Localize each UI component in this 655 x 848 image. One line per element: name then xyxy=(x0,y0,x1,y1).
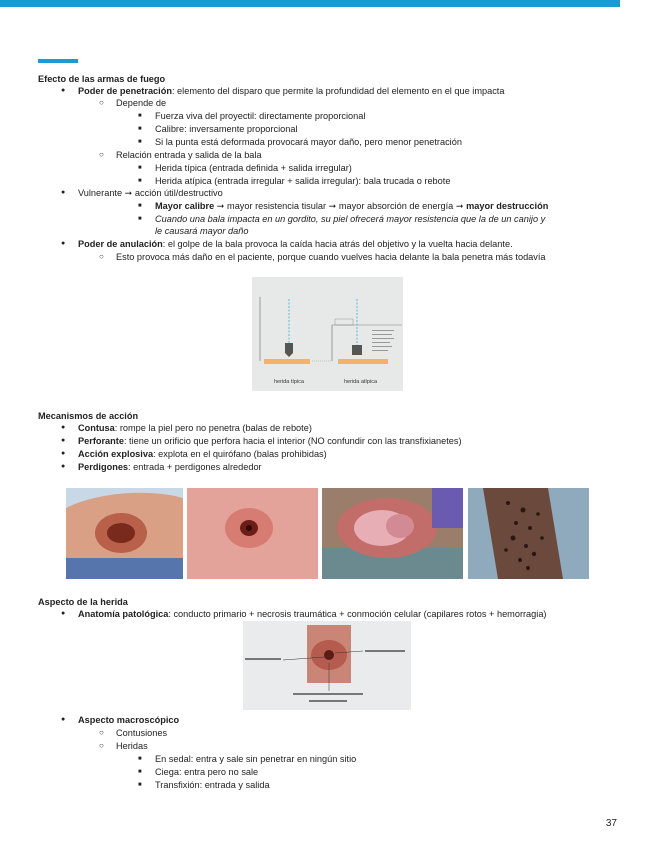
text: : conducto primario + necrosis traumática + conmoción celular (capilares rotos + hemorragia) xyxy=(168,609,547,619)
bullet-contusa xyxy=(78,422,312,434)
term-end: mayor destrucción xyxy=(466,201,549,211)
bullet-poder-anulacion xyxy=(78,238,513,250)
term: Contusa xyxy=(78,423,115,433)
right-bullet xyxy=(352,345,362,355)
diagram-svg xyxy=(252,277,403,391)
left-bullet xyxy=(285,343,293,353)
sub-relacion: ○ Relación entrada y salida de la bala xyxy=(116,149,262,161)
label-herida-atipica: herida atípica xyxy=(344,379,378,385)
term: Perforante xyxy=(78,436,124,446)
page-number: 37 xyxy=(605,818,617,829)
photo-perforante xyxy=(187,488,318,579)
item-herida-atipica: ■ Herida atípica (entrada irregular + salida irregular): bala trucada o rebote xyxy=(155,175,450,187)
item-ciega: ■ Ciega: entra pero no sale xyxy=(155,766,258,778)
section-title-efecto: Efecto de las armas de fuego xyxy=(38,74,166,84)
bullet-poder-penetracion xyxy=(78,85,504,97)
text: ➞ mayor resistencia tisular ➞ mayor absorción de energía ➞ xyxy=(214,201,467,211)
term: Acción explosiva xyxy=(78,449,154,459)
bullet-vulnerante: ● Vulnerante ➞ acción útil/destructivo xyxy=(78,187,223,199)
photo-contusa-svg xyxy=(66,488,183,579)
text: : elemento del disparo que permite la profundidad del elemento en el que impacta xyxy=(171,86,505,96)
item-punta-deformada: ■ Si la punta está deformada provocará mayor daño, pero menor penetración xyxy=(155,136,462,148)
item-calibre: ■ Calibre: inversamente proporcional xyxy=(155,123,297,135)
term: Anatomía patológica xyxy=(78,609,169,619)
wound-anatomy-svg xyxy=(243,621,411,710)
photo-perforante-svg xyxy=(187,488,318,579)
bullet-explosiva xyxy=(78,448,327,460)
label-herida-tipica: herida típica xyxy=(274,379,304,385)
section-accent-line xyxy=(38,59,78,63)
text: : rompe la piel pero no penetra (balas de rebote) xyxy=(114,423,312,433)
item-transfixion: ■ Transfixión: entrada y salida xyxy=(155,779,270,791)
bullet-anatomia-patologica xyxy=(78,608,547,620)
bullet-perforante xyxy=(78,435,462,447)
wound-anatomy-figure xyxy=(243,621,411,710)
photo-perdigones-svg xyxy=(468,488,589,579)
text: : el golpe de la bala provoca la caída hacia atrás del objetivo y la vuelta hacia delante. xyxy=(162,239,513,249)
photo-explosiva xyxy=(322,488,463,579)
term: Perdigones xyxy=(78,462,129,472)
text: : explota en el quirófano (balas prohibidas) xyxy=(153,449,327,459)
bullet-aspecto-macroscopico xyxy=(78,714,179,726)
item-gordito-cont xyxy=(155,225,248,237)
text: : tiene un orificio que perfora hacia el interior (NO confundir con las transfixianetes) xyxy=(123,436,462,446)
right-plate xyxy=(338,359,388,364)
text: : entrada + perdigones alrededor xyxy=(128,462,262,472)
section-title-aspecto: Aspecto de la herida xyxy=(38,597,128,607)
photo-perdigones xyxy=(468,488,589,579)
text: le causará mayor daño xyxy=(155,226,249,236)
item-fuerza-viva: ■ Fuerza viva del proyectil: directamente proporcional xyxy=(155,110,365,122)
item-en-sedal: ■ En sedal: entra y sale sin penetrar en ningún sitio xyxy=(155,753,356,765)
bullet-perdigones xyxy=(78,461,262,473)
text: Cuando una bala impacta en un gordito, su piel ofrecerá mayor resistencia que la de un canijo y xyxy=(155,214,546,224)
section-title-mecanismos: Mecanismos de acción xyxy=(38,411,139,421)
sub-heridas: ○ Heridas xyxy=(116,740,148,752)
bullet-wound-diagram xyxy=(252,277,403,391)
sub-contusiones: ○ Contusiones xyxy=(116,727,167,739)
term: Poder de penetración xyxy=(78,86,172,96)
photo-explosiva-svg xyxy=(322,488,463,579)
left-plate xyxy=(264,359,310,364)
top-accent-bar xyxy=(0,0,620,7)
sub-depende: ○ Depende de xyxy=(116,97,166,109)
photo-contusa xyxy=(66,488,183,579)
term: Poder de anulación xyxy=(78,239,163,249)
term: Aspecto macroscópico xyxy=(78,715,180,725)
item-herida-tipica: ■ Herida típica (entrada definida + salida irregular) xyxy=(155,162,352,174)
item-mayor-calibre xyxy=(155,200,548,212)
item-gordito xyxy=(155,213,545,225)
sub-anulacion: ○ Esto provoca más daño en el paciente, porque cuando vuelves hacia delante la bala penetra más todavía xyxy=(116,251,546,263)
term: Mayor calibre xyxy=(155,201,215,211)
